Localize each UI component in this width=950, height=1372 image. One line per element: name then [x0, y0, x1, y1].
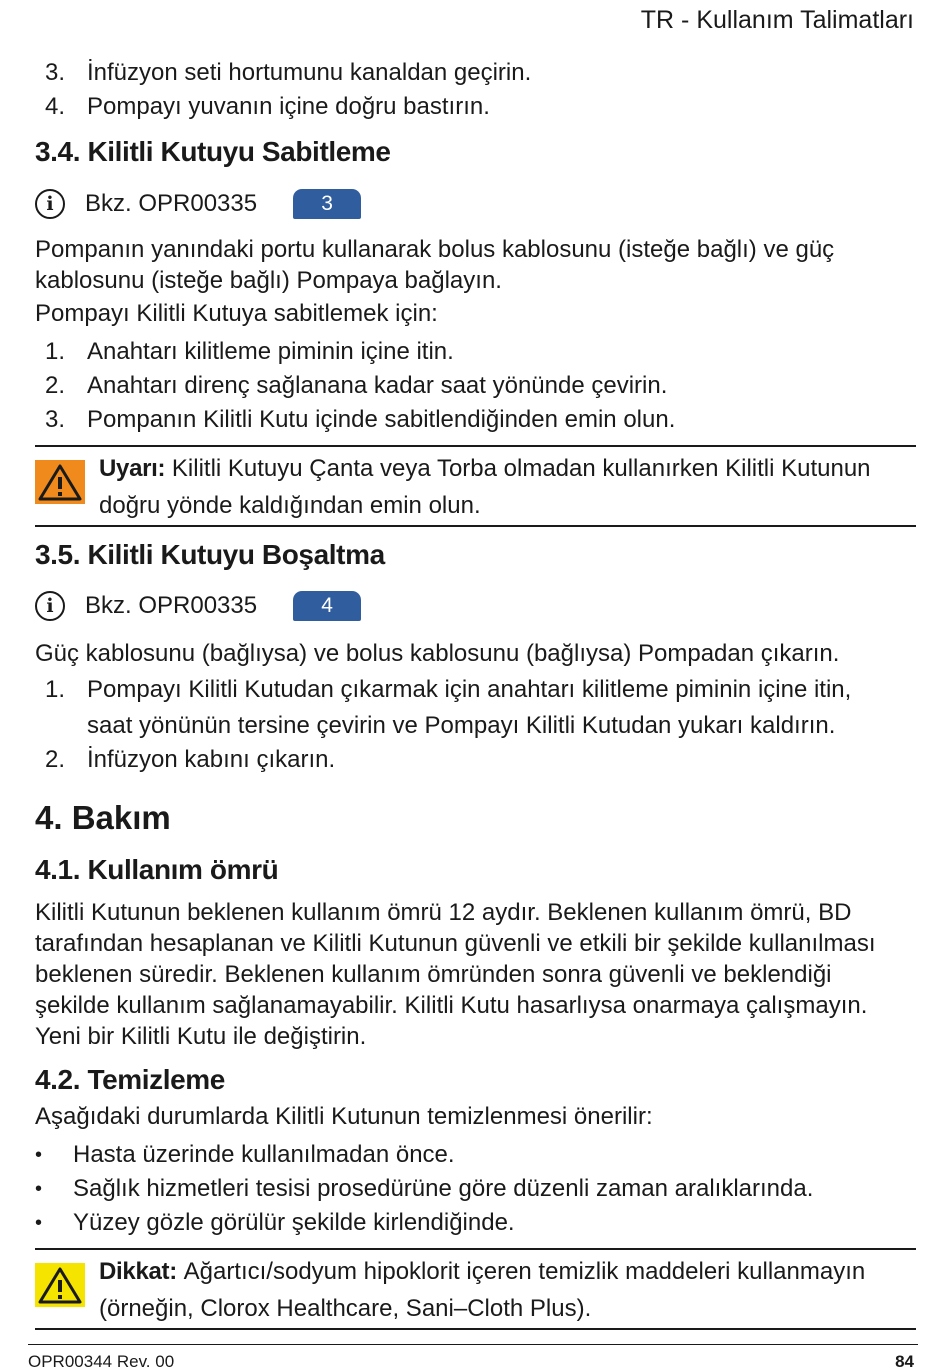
- bullet-mark: •: [35, 1212, 43, 1234]
- list-text: Anahtarı kilitleme piminin içine itin.: [87, 338, 454, 365]
- list-text: İnfüzyon seti hortumunu kanaldan geçirin.: [87, 59, 532, 86]
- footer-rule: [28, 1344, 918, 1345]
- list-text: Anahtarı direnç sağlanana kadar saat yönünde çevirin.: [87, 372, 668, 399]
- paragraph-line: Pompanın yanındaki portu kullanarak bolus kablosunu (isteğe bağlı) ve güç: [35, 236, 835, 263]
- caution-triangle-icon: [35, 1263, 85, 1307]
- warning-note: [35, 450, 916, 524]
- list-text: İnfüzyon kabını çıkarın.: [87, 746, 336, 773]
- running-header: TR - Kullanım Talimatları: [640, 6, 914, 34]
- bullet-mark: •: [35, 1144, 43, 1166]
- list-number: 2.: [44, 372, 65, 399]
- reference-line: [35, 189, 361, 219]
- figure-badge: 4: [293, 591, 361, 621]
- section-title: 3.5. Kilitli Kutuyu Boşaltma: [35, 539, 385, 570]
- paragraph-line: kablosunu (isteğe bağlı) Pompaya bağlayın.: [35, 267, 502, 294]
- reference-text: Bkz. OPR00335: [85, 190, 258, 217]
- warning-text: Kilitli Kutuyu Çanta veya Torba olmadan kullanırken Kilitli Kutunun: [171, 455, 871, 482]
- bullet-item: [35, 1138, 455, 1172]
- bullet-text: Yüzey gözle görülür şekilde kirlendiğinde.: [73, 1209, 515, 1236]
- warning-label: Uyarı:: [99, 455, 166, 482]
- list-item: [35, 335, 454, 369]
- footer-doc-id: OPR00344 Rev. 00: [28, 1352, 175, 1371]
- warning-text: doğru yönde kaldığından emin olun.: [99, 492, 481, 519]
- bullet-text: Hasta üzerinde kullanılmadan önce.: [73, 1141, 455, 1168]
- paragraph-line: tarafından hesaplanan ve Kilitli Kutunun güvenli ve etkili bir şekilde kullanılması: [35, 930, 876, 957]
- list-number: 3.: [44, 59, 65, 86]
- paragraph-line: şekilde kullanım sağlanamayabilir. Kilitli Kutu hasarlıysa onarmaya çalışmayın.: [35, 992, 868, 1019]
- info-circle-icon: i: [35, 189, 65, 219]
- list-item: [35, 56, 531, 90]
- section-title: 4.2. Temizleme: [35, 1064, 225, 1095]
- caution-text: (örneğin, Clorox Healthcare, Sani–Cloth Plus).: [99, 1295, 592, 1322]
- reference-text: Bkz. OPR00335: [85, 592, 258, 619]
- divider: [35, 445, 916, 447]
- bullet-item: [35, 1172, 813, 1206]
- list-text: Pompayı Kilitli Kutudan çıkarmak için anahtarı kilitleme piminin içine itin,: [87, 676, 852, 703]
- divider: [35, 1328, 916, 1330]
- figure-badge: 3: [293, 189, 361, 219]
- list-number: 1.: [44, 338, 65, 365]
- paragraph-line: beklenen süredir. Beklenen kullanım ömründen sonra güvenli ve beklendiği: [35, 961, 832, 988]
- paragraph-line: Pompayı Kilitli Kutuya sabitlemek için:: [35, 300, 438, 327]
- list-item: [35, 403, 675, 437]
- list-text: saat yönünün tersine çevirin ve Pompayı Kilitli Kutudan yukarı kaldırın.: [87, 712, 836, 739]
- list-number: 1.: [44, 676, 65, 703]
- bullet-item: [35, 1206, 515, 1240]
- bullet-mark: •: [35, 1178, 43, 1200]
- chapter-title: 4. Bakım: [35, 799, 171, 836]
- section-title: 3.4. Kilitli Kutuyu Sabitleme: [35, 136, 391, 167]
- paragraph-line: Güç kablosunu (bağlıysa) ve bolus kablosunu (bağlıysa) Pompadan çıkarın.: [35, 640, 840, 667]
- info-circle-icon: i: [35, 591, 65, 621]
- list-item: [35, 743, 335, 777]
- caution-text: Ağartıcı/sodyum hipoklorit içeren temizlik maddeleri kullanmayın: [183, 1258, 866, 1285]
- warning-triangle-icon: [35, 460, 85, 504]
- section-title: 4.1. Kullanım ömrü: [35, 854, 279, 885]
- page-number: 84: [895, 1352, 914, 1371]
- paragraph-line: Aşağıdaki durumlarda Kilitli Kutunun temizlenmesi önerilir:: [35, 1103, 653, 1130]
- list-item: [35, 369, 667, 403]
- paragraph-line: Yeni bir Kilitli Kutu ile değiştirin.: [35, 1023, 367, 1050]
- divider: [35, 525, 916, 527]
- list-number: 4.: [44, 93, 65, 120]
- list-number: 3.: [44, 406, 65, 433]
- list-number: 2.: [44, 746, 65, 773]
- list-item: [35, 673, 851, 743]
- divider: [35, 1248, 916, 1250]
- caution-note: [35, 1253, 916, 1327]
- reference-line: [35, 591, 361, 621]
- list-text: Pompayı yuvanın içine doğru bastırın.: [87, 93, 490, 120]
- paragraph-line: Kilitli Kutunun beklenen kullanım ömrü 12 aydır. Beklenen kullanım ömrü, BD: [35, 899, 852, 926]
- list-text: Pompanın Kilitli Kutu içinde sabitlendiğinden emin olun.: [87, 406, 676, 433]
- bullet-text: Sağlık hizmetleri tesisi prosedürüne göre düzenli zaman aralıklarında.: [73, 1175, 814, 1202]
- list-item: [35, 90, 490, 124]
- caution-label: Dikkat:: [99, 1258, 177, 1285]
